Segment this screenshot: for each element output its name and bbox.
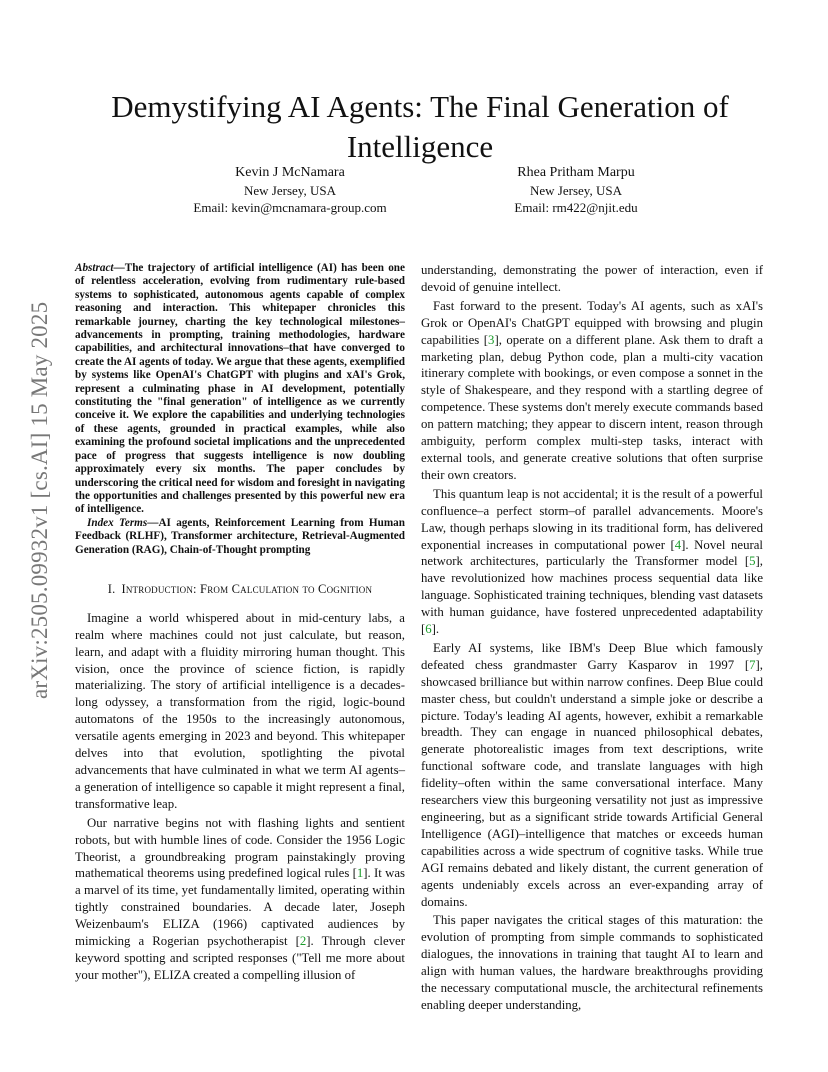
abstract-label: Abstract [75, 262, 114, 274]
abstract-text: —The trajectory of artificial intelligence (AI) has been one of relentless acceleration, evolving from rudimentary rule-based systems to sophisticated, autonomous agents capable of complex reasoning and interaction. This whitepaper chronicles this remarkable journey, charting the key technological milestones–advancements in prompting, training methodologies, hardware capabilities, and architectural innovations–that have converged to create the AI agents of today. We argue that these agents, exemplified by systems like OpenAI's ChatGPT with plugins and xAI's Grok, represent a culminating phase in AI development, potentially constituting the "final generation" of intelligence as we currently conceive it. We explore the capabilities and underlying technologies of these agents, grounded in practical examples, while also examining the profound societal implications and the unprecedented pace of progress that suggests intelligence is now doubling approximately every six months. The paper concludes by underscoring the critical need for wisdom and foresight in navigating the opportunities and challenges presented by this powerful new era of intelligence. [75, 262, 405, 516]
paragraph: This quantum leap is not accidental; it is the result of a powerful confluence–a perfect storm–of parallel advancements. Moore's Law, though perhaps slowing in its traditional form, has delivered exponential increases in computational power [4]. Novel neural network architectures, particularly the Transformer model [5], have revolutionized how machines process sequential data like language. Sophisticated training techniques, blending vast datasets with human guidance, have fostered unprecedented adaptability [6]. [421, 486, 763, 637]
paragraph: This paper navigates the critical stages of this maturation: the evolution of prompting from simple commands to sophisticated dialogues, the innovations in training that taught AI to learn and align with human values, the hardware breakthroughs providing the necessary computational muscle, the architectural refinements enabling deeper understanding, [421, 913, 763, 1012]
paper-title: Demystifying AI Agents: The Final Generation of Intelligence [111, 88, 729, 164]
paragraph: Fast forward to the present. Today's AI agents, such as xAI's Grok or OpenAI's ChatGPT equipped with browsing and plugin capabilities [3], operate on a different plane. Ask them to draft a marketing plan, debug Python code, plan a multi-city vacation itinerary complete with bookings, or even compose a sonnet in the style of Shakespeare, and they respond with a startling degree of competence. These systems don't merely execute commands based on pattern matching; they appear to discern intent, reason through ambiguity, perform complex multi-step tasks, interact with external tools, and generate creative solutions that often surprise their own creators. [421, 298, 763, 482]
index-terms [75, 517, 405, 557]
author-email: Email: rm422@njit.edu [514, 200, 638, 215]
paragraph: Early AI systems, like IBM's Deep Blue which famously defeated chess grandmaster Garry Kasparov in 1997 [7], showcased brilliance but within narrow confines. Deep Blue could master chess, but couldn't understand a simple joke or describe a picture. Today's leading AI agents, however, exhibit a remarkable breadth. They can engage in nuanced philosophical debates, generate photorealistic images from text descriptions, write functional software code, and translate languages with high fidelity–often within the same conversational interface. Many researchers view this burgeoning versatility not just as impressive engineering, but as a significant stride towards Artificial General Intelligence (AGI)–intelligence that matches or exceeds human capabilities across a wide spectrum of cognitive tasks. While true AGI remains debated and likely distant, the current generation of agents undeniably excels across an ever-expanding array of domains. [421, 640, 763, 909]
section-heading [75, 581, 405, 598]
section-title: Introduction: From Calculation to Cognition [121, 581, 373, 596]
left-column [75, 262, 405, 986]
citation-link[interactable]: 2 [299, 934, 307, 949]
index-terms-text: —AI agents, Reinforcement Learning from Human Feedback (RLHF), Transformer architecture, Retrieval-Augmented Generation (RAG), Chain-of-Thought prompting [75, 516, 405, 556]
citation-link[interactable]: 5 [749, 554, 756, 569]
citation-link[interactable]: 6 [425, 622, 432, 637]
citation-link[interactable]: 3 [488, 332, 495, 347]
section-number: I. [107, 581, 116, 596]
arxiv-identifier: arXiv:2505.09932v1 [cs.AI] 15 May 2025 [27, 301, 52, 699]
author-block-2 [426, 164, 726, 216]
author-email: Email: kevin@mcnamara-group.com [193, 200, 387, 215]
author-name: Rhea Pritham Marpu [517, 165, 635, 180]
author-block-1 [140, 164, 440, 216]
author-affiliation: New Jersey, USA [530, 183, 622, 198]
right-column [421, 262, 763, 1016]
author-name: Kevin J McNamara [235, 165, 345, 180]
citation-link[interactable]: 1 [356, 866, 364, 881]
paragraph: Imagine a world whispered about in mid-century labs, a realm where machines could not just calculate, but reason, learn, and adapt with a fluidity mirroring human thought. This vision, once the province of science fiction, is rapidly materializing. The story of artificial intelligence is a decades-long odyssey, a transformation from the rigid, logic-bound automatons of the 1950s to the increasingly autonomous, versatile agents emerging in 2023 and beyond. This whitepaper delves into that evolution, spotlighting the pivotal advancements that have culminated in what we term AI agents–a generation of intelligence so capable it might represent a final, transformative leap. [75, 610, 405, 811]
abstract [75, 262, 405, 517]
citation-link[interactable]: 4 [674, 537, 682, 552]
paragraph: understanding, demonstrating the power of interaction, even if devoid of genuine intellect. [421, 263, 763, 294]
paragraph: Our narrative begins not with flashing lights and sentient robots, but with humble lines of code. Consider the 1956 Logic Theorist, a groundbreaking program painstakingly proving mathematical theorems using predefined logical rules [1]. It was a marvel of its time, yet fundamentally limited, operating within tightly constrained boundaries. A decade later, Joseph Weizenbaum's ELIZA (1966) captivated audiences by mimicking a Rogerian psychotherapist [2]. Through clever keyword spotting and scripted responses ("Tell me more about your mother"), ELIZA created a compelling illusion of [75, 815, 406, 982]
index-terms-label: Index Terms [87, 516, 148, 529]
citation-link[interactable]: 7 [749, 657, 756, 672]
author-affiliation: New Jersey, USA [244, 183, 336, 198]
